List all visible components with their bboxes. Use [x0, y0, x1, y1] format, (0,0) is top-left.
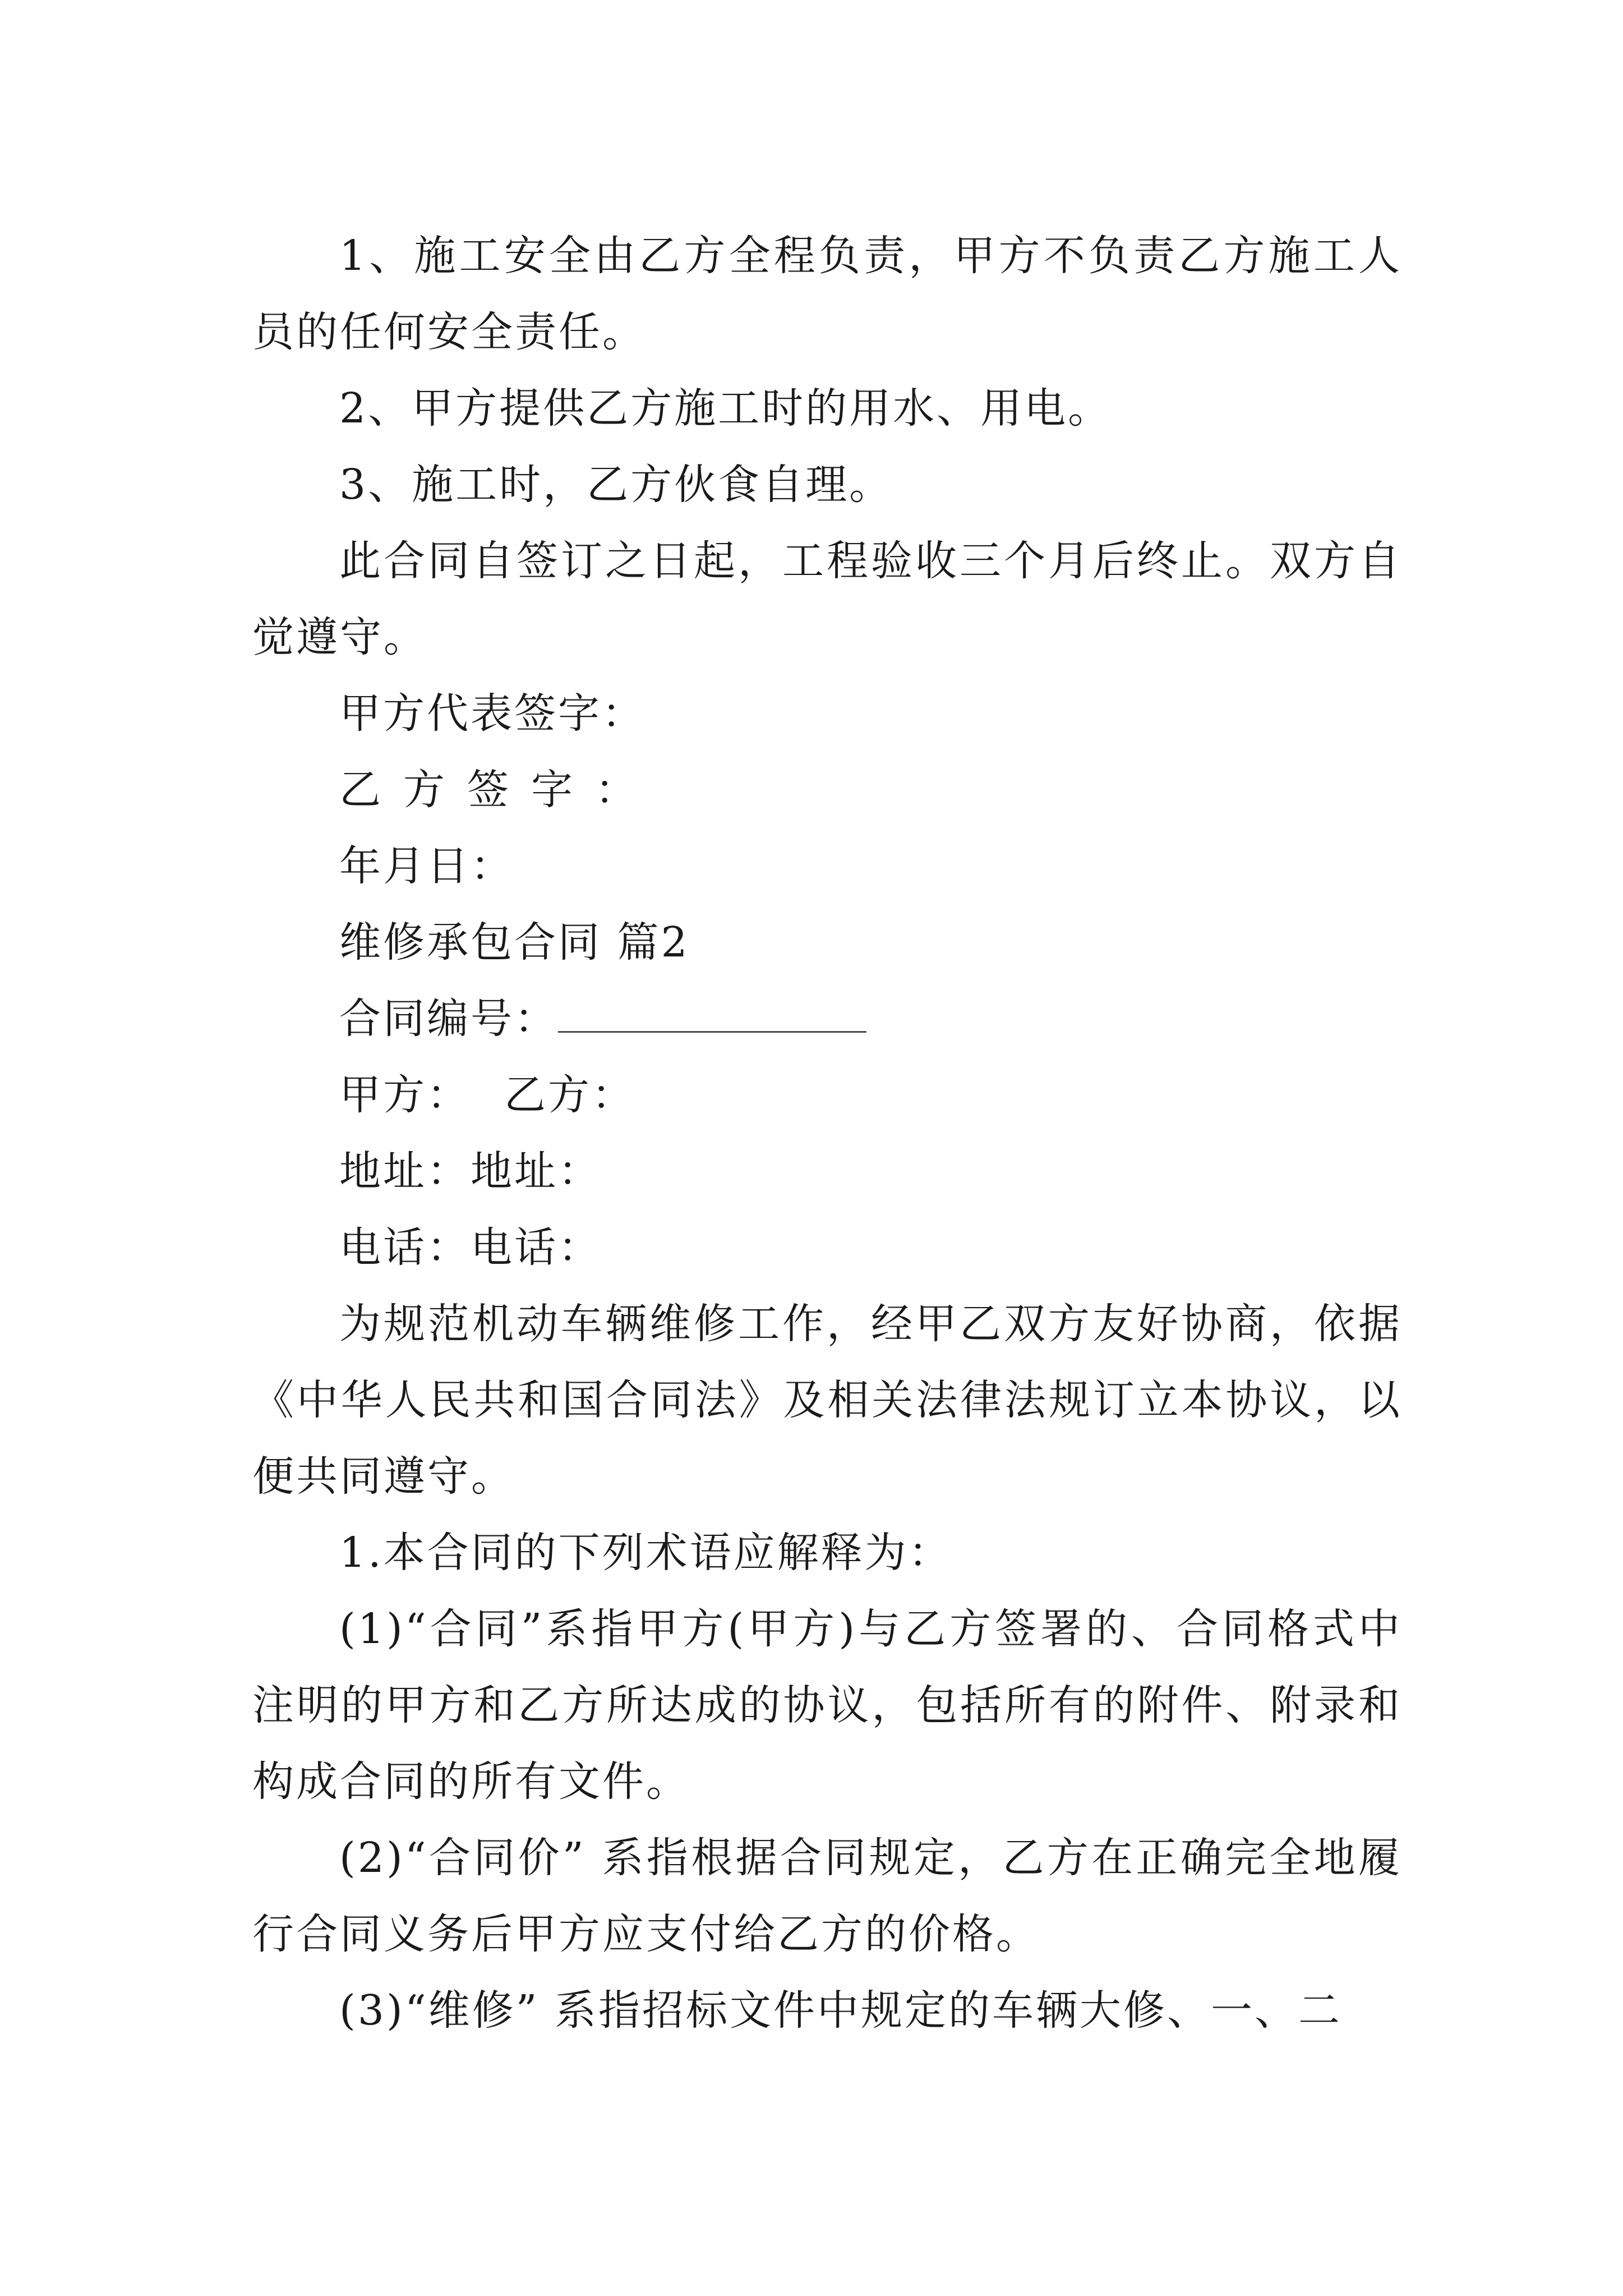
section-heading: 维修承包合同 篇2: [339, 918, 690, 967]
preamble-paragraph: 为规范机动车辆维修工作，经甲乙双方友好协商，依据《中华人民共和国合同法》及相关法律法规订立本协议，以便共同遵守。: [252, 1300, 1402, 1501]
clause-water-electricity: 2、甲方提供乙方施工时的用水、用电。: [339, 384, 1112, 432]
phone-line: 电话：电话：: [339, 1223, 602, 1272]
party-b-label: 乙方：: [504, 1071, 635, 1119]
document-body: [252, 218, 1402, 2049]
terms-intro: 1.本合同的下列术语应解释为：: [339, 1529, 952, 1577]
clause-term: 此合同自签订之日起，工程验收三个月后终止。双方自觉遵守。: [252, 537, 1402, 661]
party-a-signature-label: 甲方代表签字：: [339, 689, 645, 738]
clause-safety: 1、施工安全由乙方全程负责，甲方不负责乙方施工人员的任何安全责任。: [252, 232, 1402, 356]
term-maintenance-definition: (3)“维修” 系指招标文件中规定的车辆大修、一、二: [339, 1986, 1343, 2035]
term-contract-price-definition: (2)“合同价” 系指根据合同规定，乙方在正确完全地履行合同义务后甲方应支付给乙方的价格。: [252, 1834, 1402, 1958]
contract-number-blank: [558, 997, 866, 1033]
parties-line: [252, 1057, 1402, 1133]
party-a-label: 甲方：: [339, 1071, 471, 1119]
term-contract-definition: (1)“合同”系指甲方(甲方)与乙方签署的、合同格式中注明的甲方和乙方所达成的协议，包括所有的附件、附录和构成合同的所有文件。: [252, 1605, 1402, 1806]
contract-number-line: [252, 981, 1402, 1057]
date-label: 年月日：: [339, 842, 514, 890]
clause-meals: 3、施工时，乙方伙食自理。: [339, 461, 893, 509]
party-b-signature-label: 乙方签字：: [339, 766, 659, 814]
address-line: 地址：地址：: [339, 1147, 602, 1195]
contract-number-label: 合同编号：: [339, 995, 558, 1043]
